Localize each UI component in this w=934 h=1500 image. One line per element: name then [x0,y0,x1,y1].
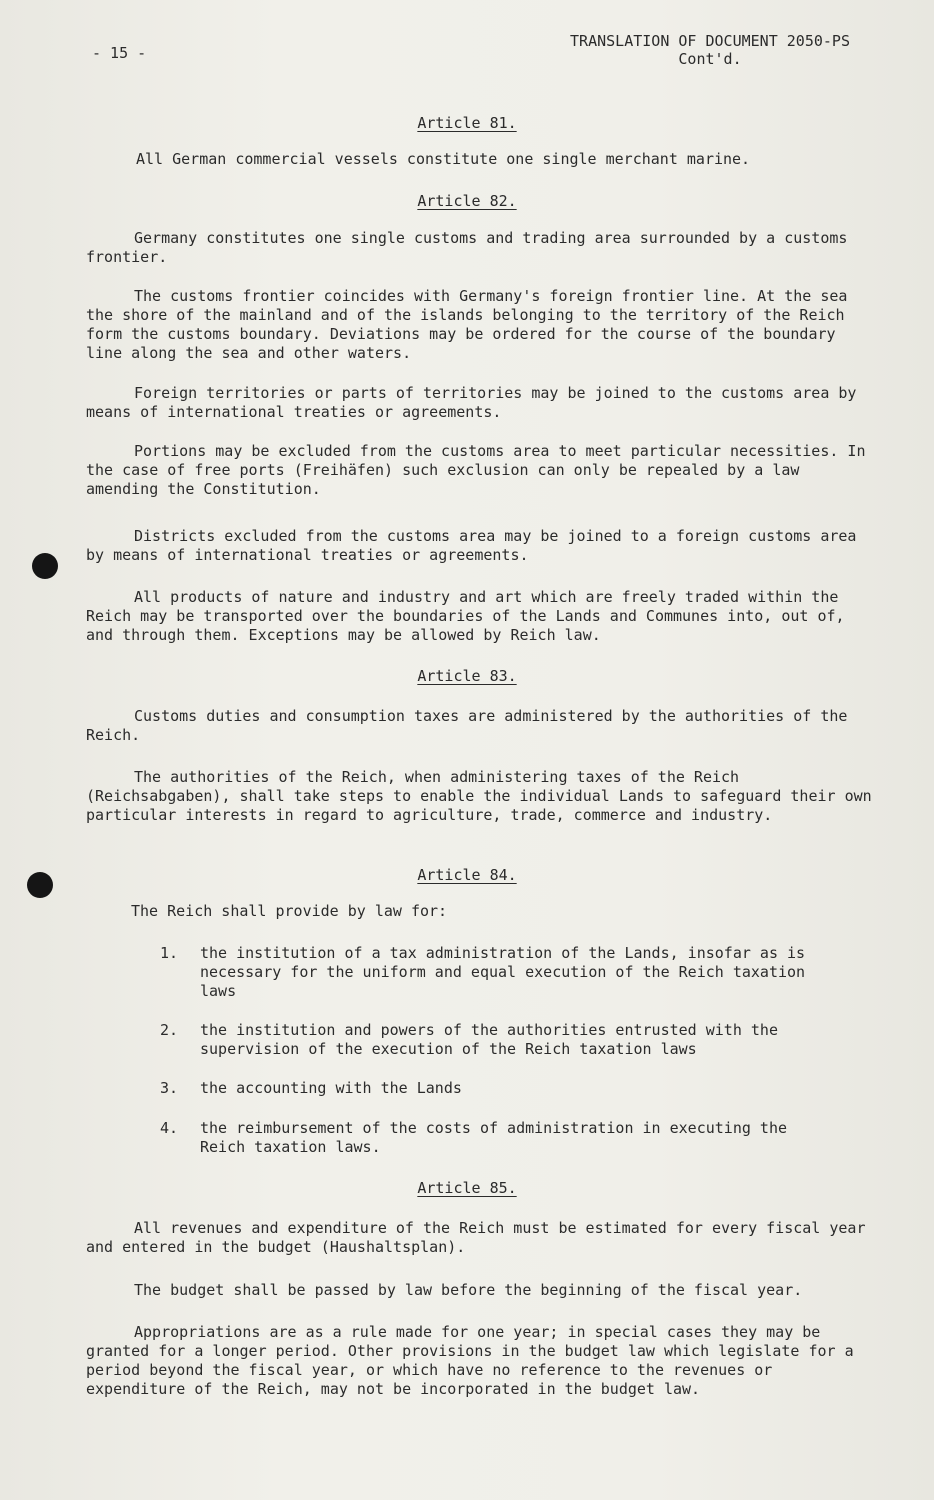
article-83-heading: Article 83. [417,667,517,685]
list-item-text: the institution of a tax administration of the Lands, insofar as is necessary for the uniform and equal execution of the Reich taxation laws [200,944,806,1000]
article-82-paragraph-5: Districts excluded from the customs area may be joined to a foreign customs area by means of international treaties or agreements. [86,527,857,564]
article-82-paragraph-6: All products of nature and industry and art which are freely traded within the Reich may be transported over the boundaries of the Lands and Communes into, out of, and through them. Exceptions may be allowed by Reich law. [86,588,845,644]
article-82-paragraph-1: Germany constitutes one single customs and trading area surrounded by a customs frontier. [86,229,848,266]
document-title-line: TRANSLATION OF DOCUMENT 2050-PS [570,32,850,50]
article-81-paragraph: All German commercial vessels constitute one single merchant marine. [136,150,751,168]
list-item-number: 3. [160,1079,179,1097]
article-85-paragraph-3: Appropriations are as a rule made for one year; in special cases they may be granted for a longer period. Other provisions in the budget law which legislate for a period beyond the fiscal year, or which have no reference to the revenues or expenditure of the Reich, may not be incorporated in the budget law. [86,1323,854,1398]
list-item-text: the institution and powers of the authorities entrusted with the supervision of the execution of the Reich taxation laws [200,1021,778,1058]
article-85-heading: Article 85. [417,1179,517,1197]
list-item-number: 1. [160,944,179,962]
document-title-continued: Cont'd. [678,50,742,68]
article-84-heading: Article 84. [417,866,517,884]
article-85-paragraph-2: The budget shall be passed by law before the beginning of the fiscal year. [134,1281,803,1299]
page-number: - 15 - [92,44,147,62]
article-82-heading: Article 82. [417,192,517,210]
document-title [570,32,850,68]
article-85-paragraph-1: All revenues and expenditure of the Reich must be estimated for every fiscal year and entered in the budget (Haushaltsplan). [86,1219,866,1256]
article-82-paragraph-4: Portions may be excluded from the customs area to meet particular necessities. In the case of free ports (Freihäfen) such exclusion can only be repealed by a law amending the Constitution. [86,442,866,498]
article-83-paragraph-2: The authorities of the Reich, when administering taxes of the Reich (Reichsabgaben), shall take steps to enable the individual Lands to safeguard their own particular interests in regard to agriculture, trade, commerce and industry. [86,768,872,824]
list-item-text: the reimbursement of the costs of administration in executing the Reich taxation laws. [200,1119,787,1156]
punch-hole [32,553,58,579]
article-82-paragraph-3: Foreign territories or parts of territories may be joined to the customs area by means of international treaties or agreements. [86,384,857,421]
article-81-heading: Article 81. [417,114,517,132]
list-item-number: 4. [160,1119,179,1137]
list-item-number: 2. [160,1021,179,1039]
list-item-text: the accounting with the Lands [200,1079,462,1097]
article-83-paragraph-1: Customs duties and consumption taxes are administered by the authorities of the Reich. [86,707,848,744]
article-84-intro: The Reich shall provide by law for: [131,902,448,920]
article-82-paragraph-2: The customs frontier coincides with Germany's foreign frontier line. At the sea the shore of the mainland and of the islands belonging to the territory of the Reich form the customs boundary. Deviations may be ordered for the course of the boundary line along the sea and other waters. [86,287,848,362]
